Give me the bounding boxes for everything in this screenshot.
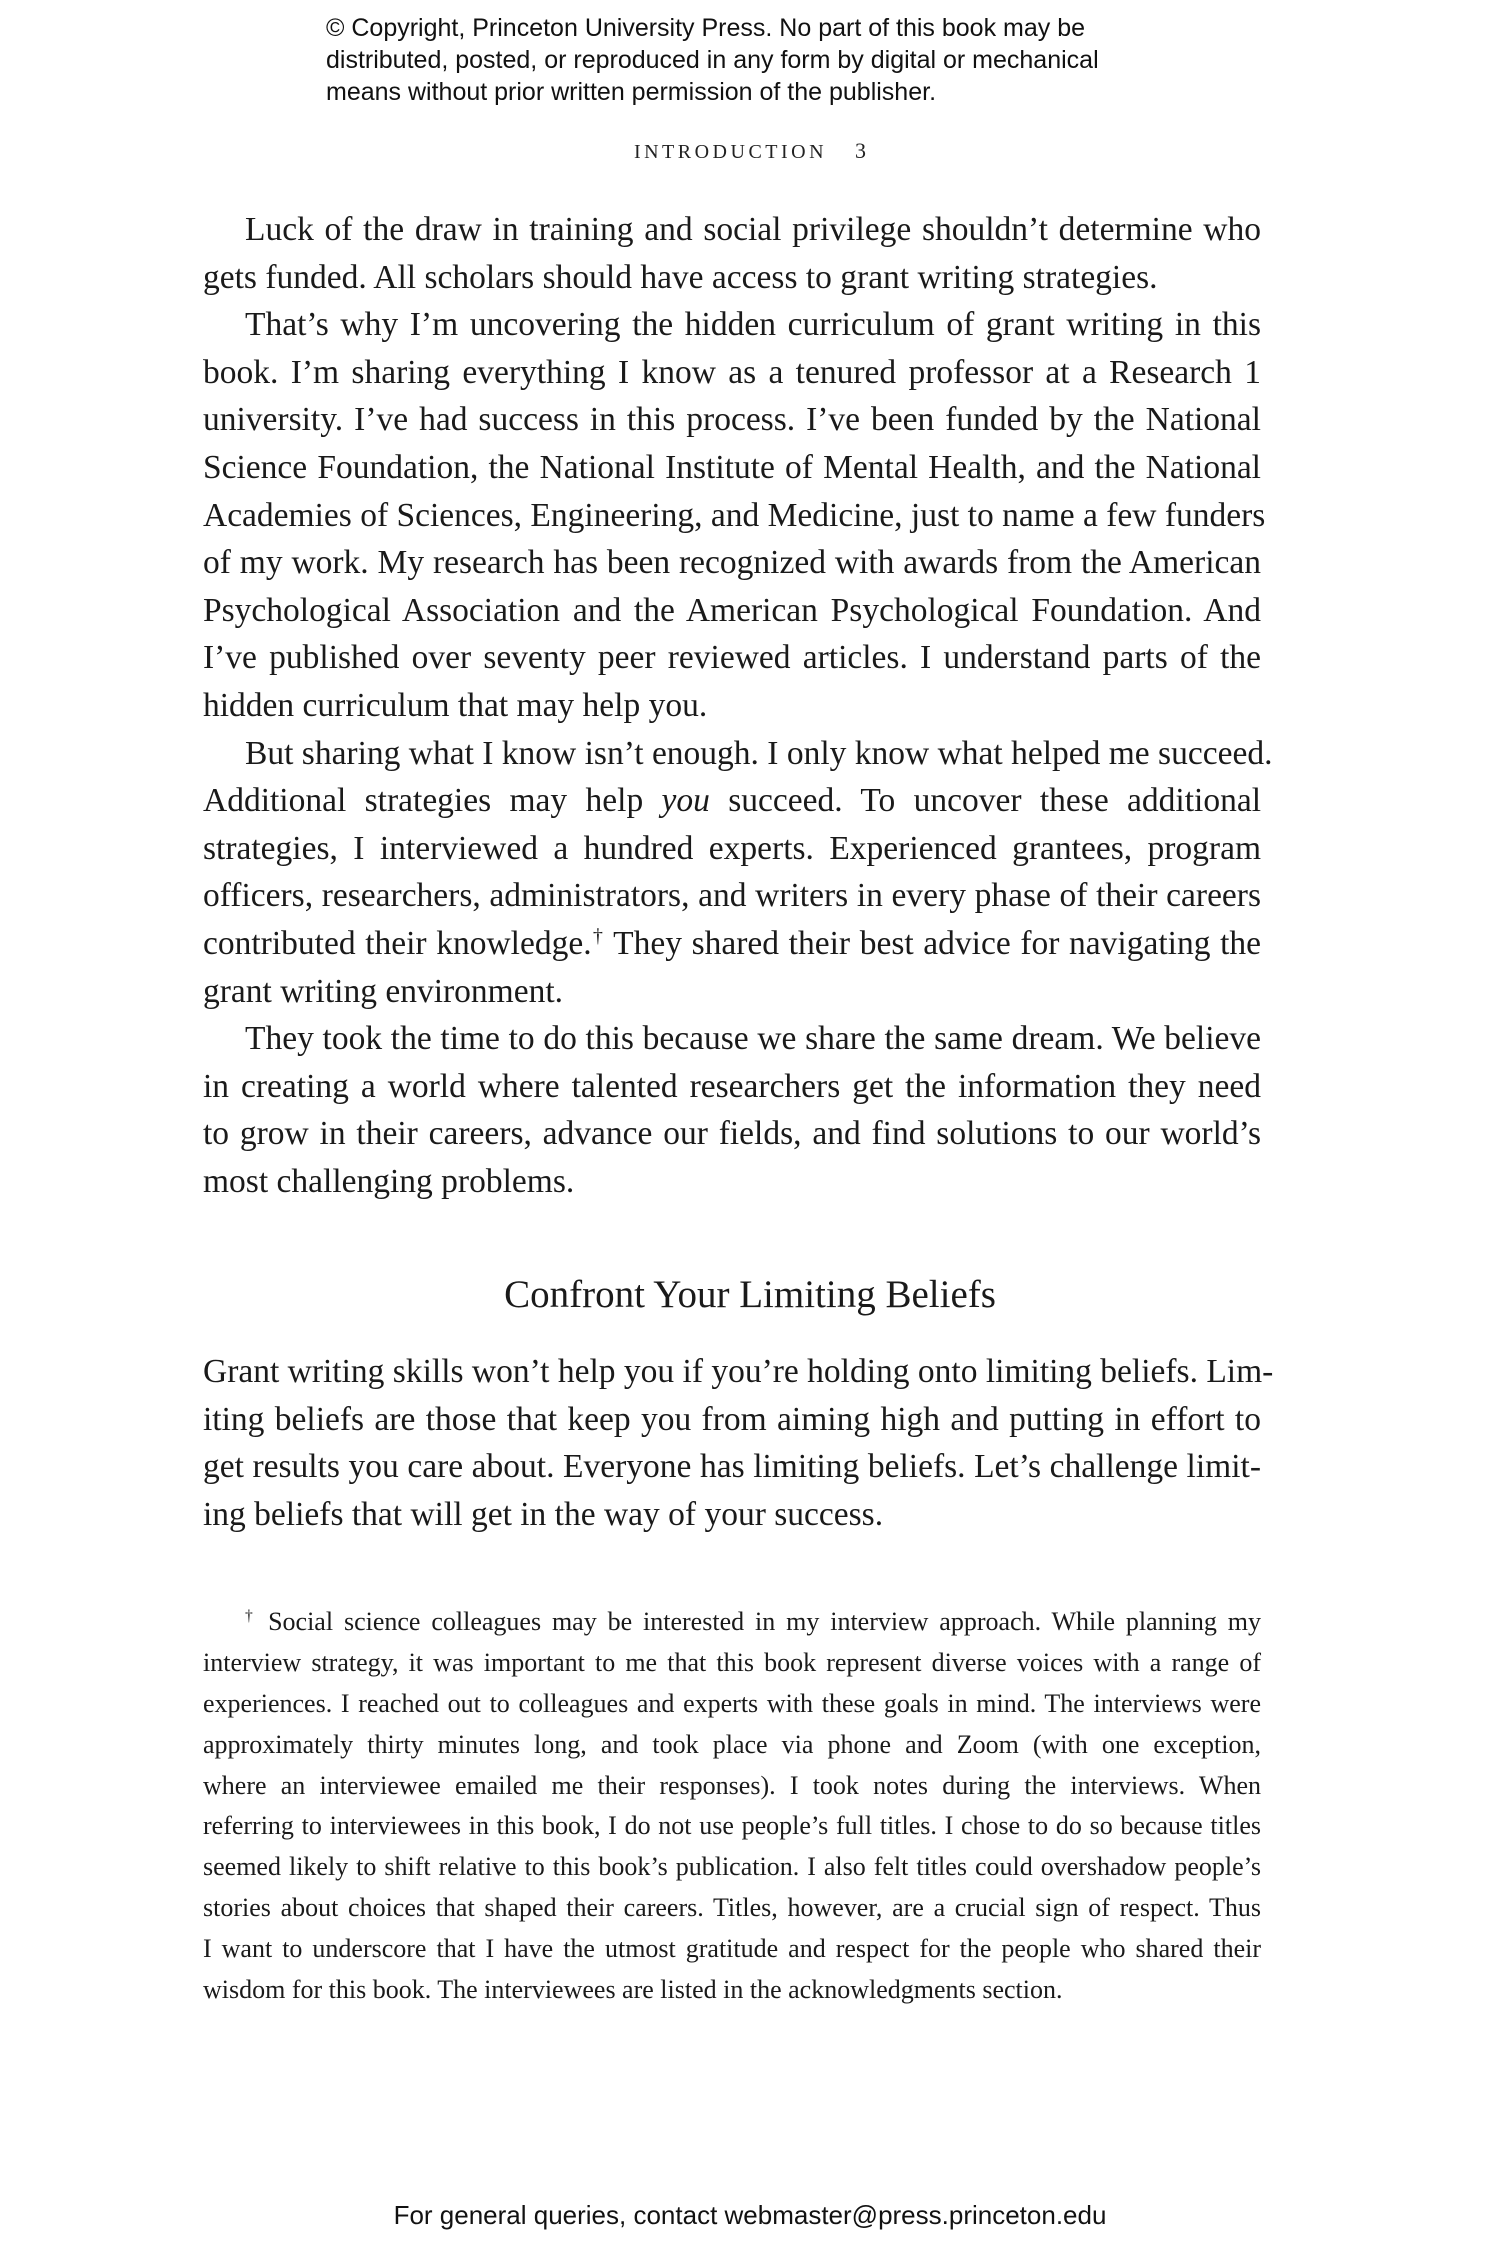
text-line: university. I’ve had success in this process. I’ve been funded by the National [203, 401, 1261, 439]
text-line: They took the time to do this because we share the same dream. We believe [245, 1020, 1261, 1058]
footnote-line: approximately thirty minutes long, and took place via phone and Zoom (with one exception, [203, 1729, 1261, 1759]
text-line: of my work. My research has been recognized with awards from the American [203, 544, 1261, 582]
copyright-notice [326, 12, 1226, 108]
main-text [203, 206, 1273, 1205]
text-line: Psychological Association and the American Psychological Foundation. And [203, 591, 1261, 629]
text-line: Grant writing skills won’t help you if you’re holding onto limiting beliefs. Lim- [203, 1353, 1274, 1390]
text-line: I’ve published over seventy peer reviewed articles. I understand parts of the [203, 639, 1261, 677]
text-line: to grow in their careers, advance our fields, and find solutions to our world’s [203, 1115, 1261, 1153]
footnote-line: seemed likely to shift relative to this book’s publication. I also felt titles could overshadow people’s [203, 1852, 1261, 1882]
text-line: iting beliefs are those that keep you from aiming high and putting in effort to [203, 1400, 1261, 1438]
footer-contact: For general queries, contact webmaster@press.princeton.edu [393, 2200, 1107, 2230]
text-line: most challenging problems. [203, 1162, 575, 1200]
section-text [203, 1348, 1274, 1538]
text-span: Social science colleagues may be interested in my interview approach. While planning my [268, 1607, 1262, 1636]
footnote-line: where an interviewee emailed me their responses). I took notes during the interviews. When [203, 1770, 1261, 1800]
text-span: succeed. To uncover these additional [709, 782, 1261, 820]
chapter-title: INTRODUCTION [633, 141, 828, 163]
text-line: hidden curriculum that may help you. [203, 686, 708, 724]
text-line: Science Foundation, the National Institute of Mental Health, and the National [203, 448, 1261, 486]
footnote-line: stories about choices that shaped their careers. Titles, however, are a crucial sign of respect. Thus [203, 1893, 1261, 1923]
text-line [203, 777, 1261, 825]
footnote-line: referring to interviewees in this book, I do not use people’s full titles. I chose to do so because titles [203, 1811, 1261, 1841]
footnote-line: interview strategy, it was important to me that this book represent diverse voices with a range of [203, 1647, 1261, 1677]
text-line: ing beliefs that will get in the way of your success. [203, 1495, 884, 1533]
footnote-line: experiences. I reached out to colleagues and experts with these goals in mind. The interviews were [203, 1688, 1261, 1718]
section-heading: Confront Your Limiting Beliefs [504, 1273, 996, 1316]
text-span: contributed their knowledge. [203, 924, 592, 962]
footnote-line [203, 1602, 1261, 1643]
text-line: That’s why I’m uncovering the hidden curriculum of grant writing in this [245, 306, 1261, 344]
page-number: 3 [855, 138, 867, 163]
copyright-line: distributed, posted, or reproduced in any form by digital or mechanical [326, 46, 1099, 74]
text-line: Luck of the draw in training and social privilege shouldn’t determine who [245, 211, 1261, 248]
text-line: get results you care about. Everyone has limiting beliefs. Let’s challenge limit- [203, 1448, 1261, 1486]
text-line: But sharing what I know isn’t enough. I only know what helped me succeed. [245, 734, 1273, 772]
text-span: They shared their best advice for navigating the [604, 924, 1261, 962]
running-head [0, 138, 1500, 164]
text-line: in creating a world where talented researchers get the information they need [203, 1067, 1261, 1105]
copyright-line: means without prior written permission of the publisher. [326, 78, 937, 106]
text-line: book. I’m sharing everything I know as a tenured professor at a Research 1 [203, 353, 1261, 391]
footnote-line: I want to underscore that I have the utmost gratitude and respect for the people who shared their [203, 1934, 1261, 1964]
text-line: gets funded. All scholars should have access to grant writing strategies. [203, 258, 1158, 296]
emphasis: you [661, 782, 710, 820]
footnote-line: wisdom for this book. The interviewees are listed in the acknowledgments section. [203, 1975, 1063, 2005]
text-line: grant writing environment. [203, 972, 564, 1010]
text-line [203, 920, 1261, 968]
footnote-marker: † [591, 924, 605, 947]
copyright-line: © Copyright, Princeton University Press. No part of this book may be [326, 14, 1086, 42]
text-line: officers, researchers, administrators, and writers in every phase of their careers [203, 877, 1261, 915]
text-line: Academies of Sciences, Engineering, and Medicine, just to name a few funders [203, 496, 1266, 534]
footnote [203, 1602, 1261, 2011]
footnote-marker: † [245, 1607, 258, 1625]
text-span: Additional strategies may help [203, 782, 662, 820]
text-line: strategies, I interviewed a hundred experts. Experienced grantees, program [203, 829, 1261, 867]
